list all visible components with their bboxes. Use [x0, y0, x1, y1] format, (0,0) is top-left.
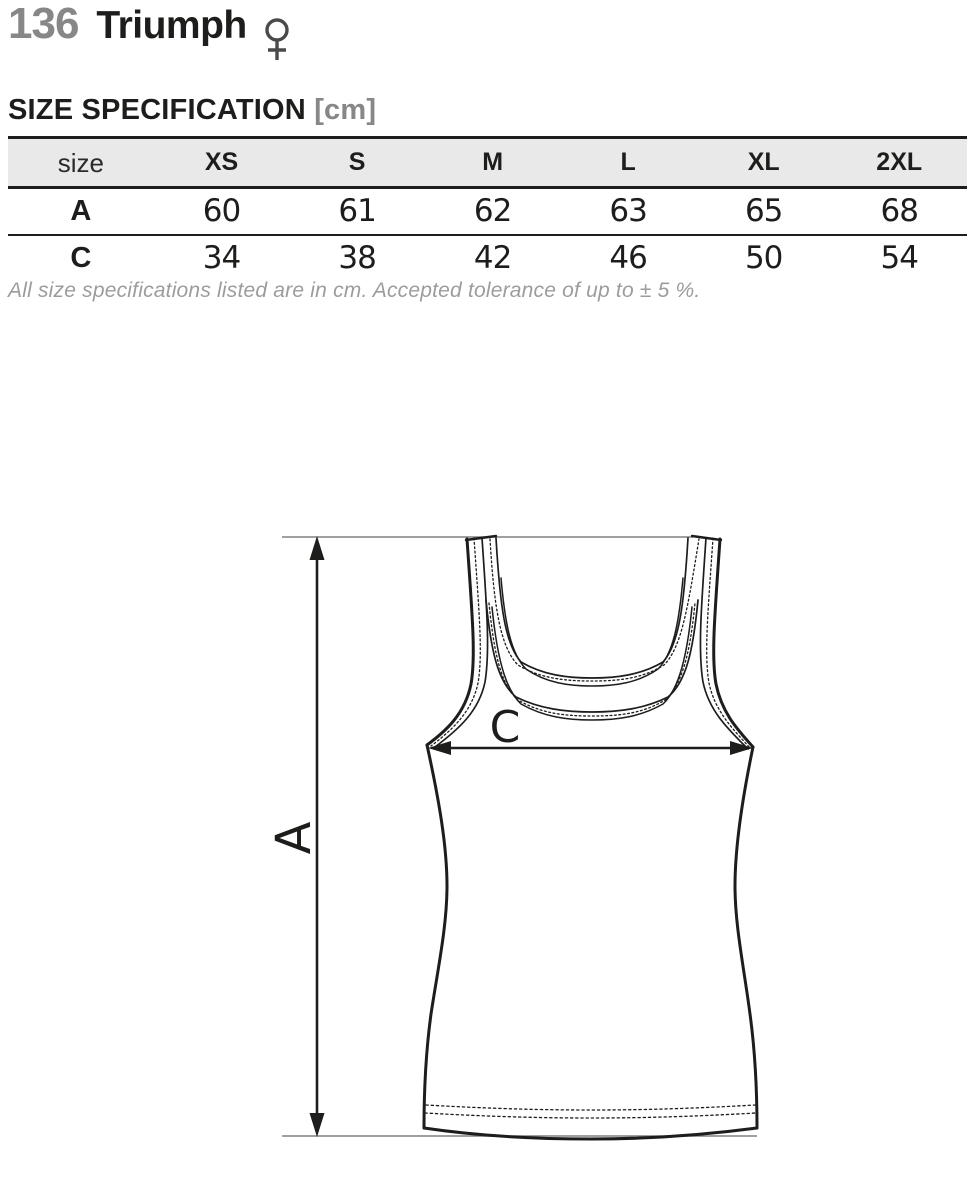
column-header-xs: XS: [204, 148, 239, 176]
right-strap-binding-line: [700, 538, 748, 749]
value-a-m: 62: [473, 193, 512, 229]
arrowhead-down: [310, 1113, 325, 1137]
bottom-hem-edge: [424, 1128, 757, 1139]
tolerance-note: All size specifications listed are in cm. Accepted tolerance of up to ± 5 %.: [8, 279, 701, 302]
value-a-2xl: 68: [880, 193, 918, 229]
value-c-s: 38: [338, 240, 376, 276]
value-c-xs: 34: [202, 240, 241, 276]
value-c-xl: 50: [744, 240, 783, 276]
value-a-l: 63: [609, 193, 647, 229]
column-header-m: M: [482, 148, 504, 176]
arrowhead-up: [310, 536, 325, 560]
dimension-c: [428, 702, 753, 755]
tank-top-drawing: [424, 536, 757, 1139]
right-strap-outer-edge: [714, 539, 753, 747]
value-c-l: 46: [609, 240, 647, 276]
section-title-text: SIZE SPECIFICATION: [8, 94, 306, 126]
front-neckline-upper: [486, 600, 698, 712]
column-header-l: L: [620, 148, 636, 176]
column-header-size: size: [57, 147, 104, 178]
value-c-m: 42: [473, 240, 512, 276]
value-c-2xl: 54: [880, 240, 918, 276]
back-neckline-stitching: [490, 539, 699, 681]
column-header-s: S: [348, 148, 366, 176]
dimension-a-label: A: [266, 821, 322, 855]
product-code: 136: [8, 0, 79, 48]
dimension-label: A: [70, 195, 92, 227]
back-neckline-upper: [496, 538, 688, 678]
value-a-s: 61: [338, 193, 376, 229]
right-side-seam: [735, 747, 757, 1128]
dimension-c-label: C: [489, 702, 521, 753]
dimension-a: [266, 536, 325, 1137]
section-unit: [cm]: [314, 94, 377, 126]
product-name: Triumph: [96, 4, 247, 47]
hem-stitching-lower: [425, 1113, 756, 1118]
left-side-seam: [424, 745, 447, 1128]
value-a-xl: 65: [744, 193, 783, 229]
left-strap-outer-edge: [427, 539, 473, 745]
dimension-label: C: [70, 242, 92, 274]
left-strap-binding-line: [435, 538, 488, 747]
hem-stitching-upper: [426, 1105, 755, 1110]
column-header-xl: XL: [747, 148, 780, 176]
value-a-xs: 60: [202, 193, 241, 229]
column-header-2xl: 2XL: [876, 148, 923, 176]
